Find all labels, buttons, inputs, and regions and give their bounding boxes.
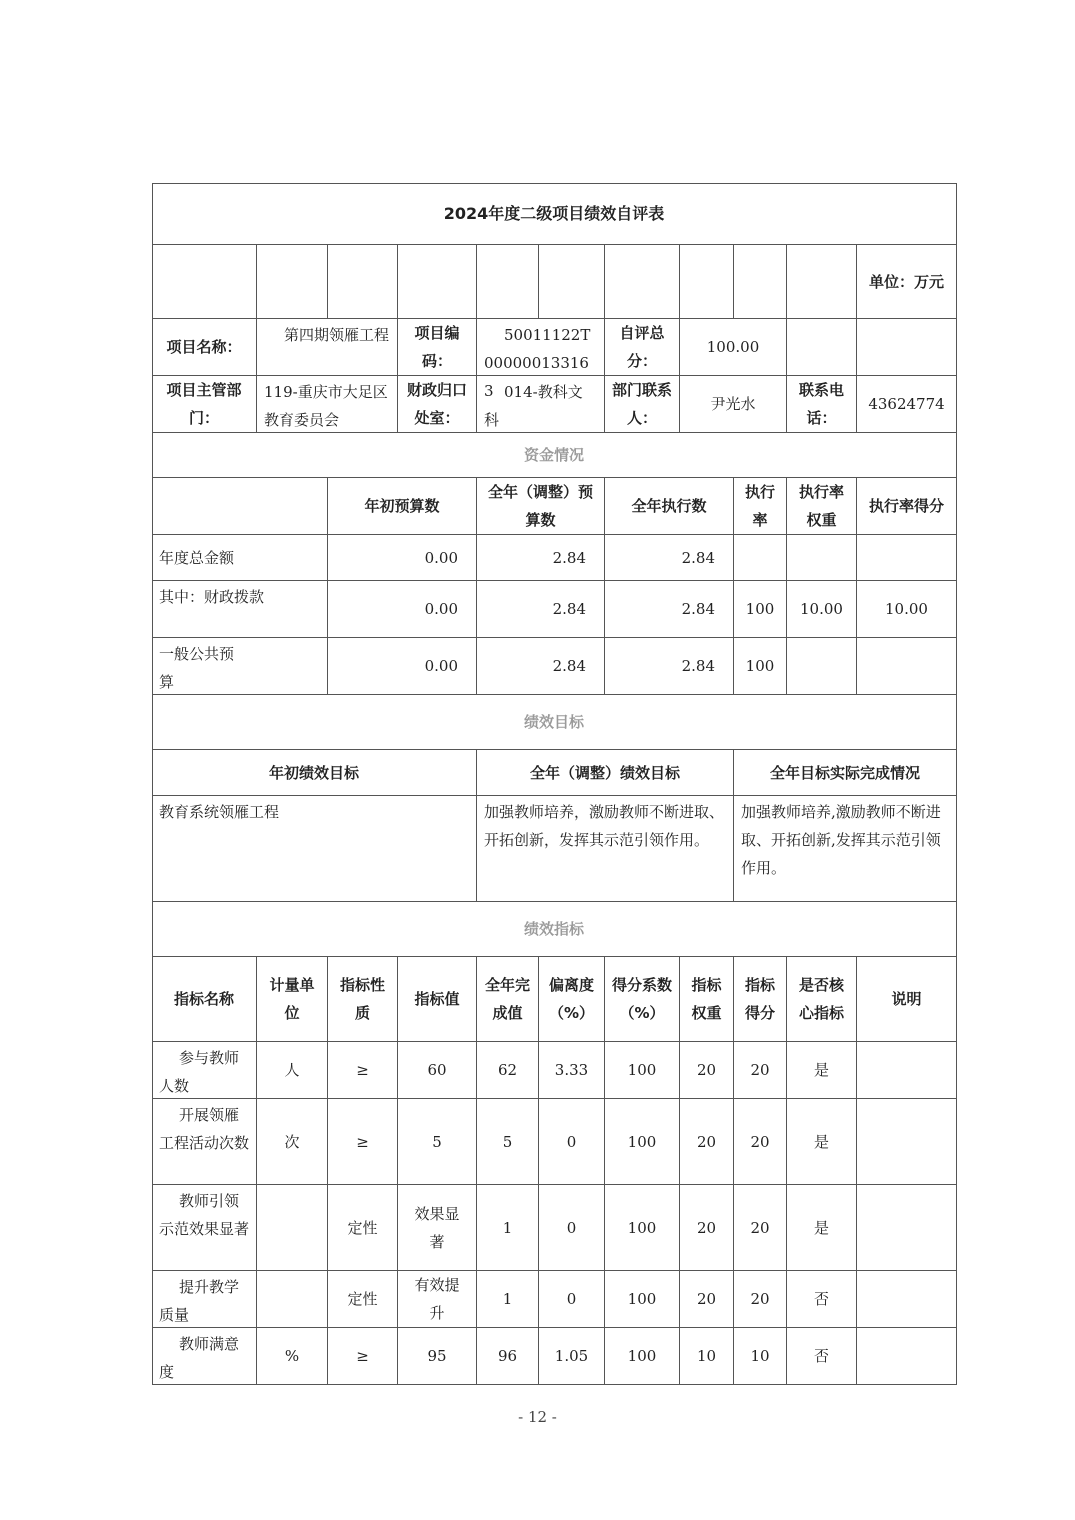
indicator-core: 否 (787, 1328, 857, 1385)
indicator-name: 教师满意度 (152, 1328, 257, 1385)
indicator-header: 计量单位 (257, 957, 328, 1042)
indicators-section-header: 绩效指标 (152, 902, 957, 957)
indicator-note (857, 1099, 957, 1185)
funds-executed: 2.84 (605, 638, 734, 695)
funds-initial: 0.00 (328, 535, 477, 581)
goals-section-header: 绩效目标 (152, 695, 957, 750)
unit-label: 单位：万元 (857, 245, 957, 319)
indicator-header: 全年完成值 (477, 957, 539, 1042)
finance-label: 财政归口处室： (398, 376, 477, 433)
indicator-value: 5 (398, 1099, 477, 1185)
empty-cell (398, 245, 477, 319)
indicator-score: 20 (734, 1042, 787, 1099)
indicator-note (857, 1042, 957, 1099)
indicator-name: 教师引领示范效果显著 (152, 1185, 257, 1271)
funds-rate: 100 (734, 638, 787, 695)
indicator-score: 20 (734, 1185, 787, 1271)
indicator-header: 说明 (857, 957, 957, 1042)
indicator-unit: 次 (257, 1099, 328, 1185)
indicator-coefficient: 100 (605, 1099, 680, 1185)
indicator-coefficient: 100 (605, 1271, 680, 1328)
empty-cell (787, 245, 857, 319)
empty-cell (605, 245, 680, 319)
empty-cell (734, 245, 787, 319)
indicator-header: 指标名称 (152, 957, 257, 1042)
indicator-name: 参与教师人数 (152, 1042, 257, 1099)
empty-cell (857, 319, 957, 376)
empty-cell (539, 245, 605, 319)
funds-adjusted: 2.84 (477, 535, 605, 581)
indicator-note (857, 1185, 957, 1271)
funds-header: 全年（调整）预算数 (477, 478, 605, 535)
funds-header: 执行率权重 (787, 478, 857, 535)
indicator-header: 指标值 (398, 957, 477, 1042)
indicator-value: 有效提升 (398, 1271, 477, 1328)
indicator-core: 是 (787, 1099, 857, 1185)
contact-value: 尹光水 (680, 376, 787, 433)
indicator-weight: 20 (680, 1185, 734, 1271)
indicator-core: 是 (787, 1042, 857, 1099)
indicator-value: 效果显著 (398, 1185, 477, 1271)
indicator-deviation: 0 (539, 1271, 605, 1328)
funds-rate (734, 535, 787, 581)
funds-initial: 0.00 (328, 638, 477, 695)
indicator-unit (257, 1185, 328, 1271)
empty-cell (152, 245, 257, 319)
indicator-weight: 20 (680, 1099, 734, 1185)
funds-weight (787, 638, 857, 695)
indicator-coefficient: 100 (605, 1185, 680, 1271)
project-code-label: 项目编码： (398, 319, 477, 376)
funds-initial: 0.00 (328, 581, 477, 638)
funds-adjusted: 2.84 (477, 638, 605, 695)
indicator-nature: ≥ (328, 1328, 398, 1385)
goals-header: 年初绩效目标 (152, 750, 477, 796)
phone-label: 联系电话： (787, 376, 857, 433)
indicator-note (857, 1271, 957, 1328)
indicator-name: 开展领雁工程活动次数 (152, 1099, 257, 1185)
indicator-header: 偏离度（%） (539, 957, 605, 1042)
score-label: 自评总分： (605, 319, 680, 376)
table-title: 2024年度二级项目绩效自评表 (152, 183, 957, 245)
dept-value: 119-重庆市大足区教育委员会 (257, 376, 398, 433)
empty-cell (257, 245, 328, 319)
indicator-header: 是否核心指标 (787, 957, 857, 1042)
funds-score (857, 535, 957, 581)
funds-row-name: 其中：财政拨款 (152, 581, 328, 638)
indicator-unit: % (257, 1328, 328, 1385)
indicator-done: 1 (477, 1185, 539, 1271)
indicator-header: 指标性质 (328, 957, 398, 1042)
funds-adjusted: 2.84 (477, 581, 605, 638)
indicator-done: 5 (477, 1099, 539, 1185)
indicator-value: 60 (398, 1042, 477, 1099)
dept-label: 项目主管部门： (152, 376, 257, 433)
indicator-header: 指标得分 (734, 957, 787, 1042)
indicator-deviation: 3.33 (539, 1042, 605, 1099)
indicator-deviation: 1.05 (539, 1328, 605, 1385)
funds-header: 年初预算数 (328, 478, 477, 535)
indicator-weight: 10 (680, 1328, 734, 1385)
indicator-deviation: 0 (539, 1099, 605, 1185)
funds-executed: 2.84 (605, 535, 734, 581)
funds-executed: 2.84 (605, 581, 734, 638)
indicator-coefficient: 100 (605, 1042, 680, 1099)
indicator-coefficient: 100 (605, 1328, 680, 1385)
funds-header: 执行率得分 (857, 478, 957, 535)
goals-header: 全年目标实际完成情况 (734, 750, 957, 796)
score-value: 100.00 (680, 319, 787, 376)
goals-header: 全年（调整）绩效目标 (477, 750, 734, 796)
indicator-score: 20 (734, 1271, 787, 1328)
indicator-nature: 定性 (328, 1271, 398, 1328)
funds-header: 执行率 (734, 478, 787, 535)
indicator-done: 62 (477, 1042, 539, 1099)
indicator-nature: 定性 (328, 1185, 398, 1271)
goal-initial: 教育系统领雁工程 (152, 796, 477, 902)
contact-label: 部门联系人： (605, 376, 680, 433)
indicator-value: 95 (398, 1328, 477, 1385)
empty-cell (152, 478, 328, 535)
funds-section-header: 资金情况 (152, 433, 957, 478)
indicator-nature: ≥ (328, 1042, 398, 1099)
finance-value: 014-教科文科 (477, 376, 605, 433)
indicator-header: 得分系数（%） (605, 957, 680, 1042)
indicator-weight: 20 (680, 1042, 734, 1099)
funds-score (857, 638, 957, 695)
funds-score: 10.00 (857, 581, 957, 638)
indicator-deviation: 0 (539, 1185, 605, 1271)
indicator-score: 10 (734, 1328, 787, 1385)
funds-weight: 10.00 (787, 581, 857, 638)
phone-value: 43624774 (857, 376, 957, 433)
indicator-weight: 20 (680, 1271, 734, 1328)
funds-weight (787, 535, 857, 581)
project-name-value: 第四期领雁工程 (257, 319, 398, 376)
funds-row-name: 年度总金额 (152, 535, 328, 581)
indicator-note (857, 1328, 957, 1385)
funds-header: 全年执行数 (605, 478, 734, 535)
indicator-name: 提升教学质量 (152, 1271, 257, 1328)
goal-actual: 加强教师培养,激励教师不断进取、开拓创新,发挥其示范引领作用。 (734, 796, 957, 902)
project-name-label: 项目名称： (152, 319, 257, 376)
indicator-done: 96 (477, 1328, 539, 1385)
empty-cell (680, 245, 734, 319)
indicator-score: 20 (734, 1099, 787, 1185)
empty-cell (787, 319, 857, 376)
project-code-value: 50011122T000000133163 (477, 319, 605, 376)
indicator-core: 是 (787, 1185, 857, 1271)
indicator-unit (257, 1271, 328, 1328)
funds-row-name: 一般公共预算 (152, 638, 328, 695)
page-number: - 12 - (518, 1408, 557, 1426)
indicator-header: 指标权重 (680, 957, 734, 1042)
goal-adjusted: 加强教师培养，激励教师不断进取、开拓创新，发挥其示范引领作用。 (477, 796, 734, 902)
empty-cell (477, 245, 539, 319)
self-evaluation-table (152, 183, 957, 1385)
indicator-nature: ≥ (328, 1099, 398, 1185)
indicator-done: 1 (477, 1271, 539, 1328)
indicator-unit: 人 (257, 1042, 328, 1099)
empty-cell (328, 245, 398, 319)
funds-rate: 100 (734, 581, 787, 638)
indicator-core: 否 (787, 1271, 857, 1328)
